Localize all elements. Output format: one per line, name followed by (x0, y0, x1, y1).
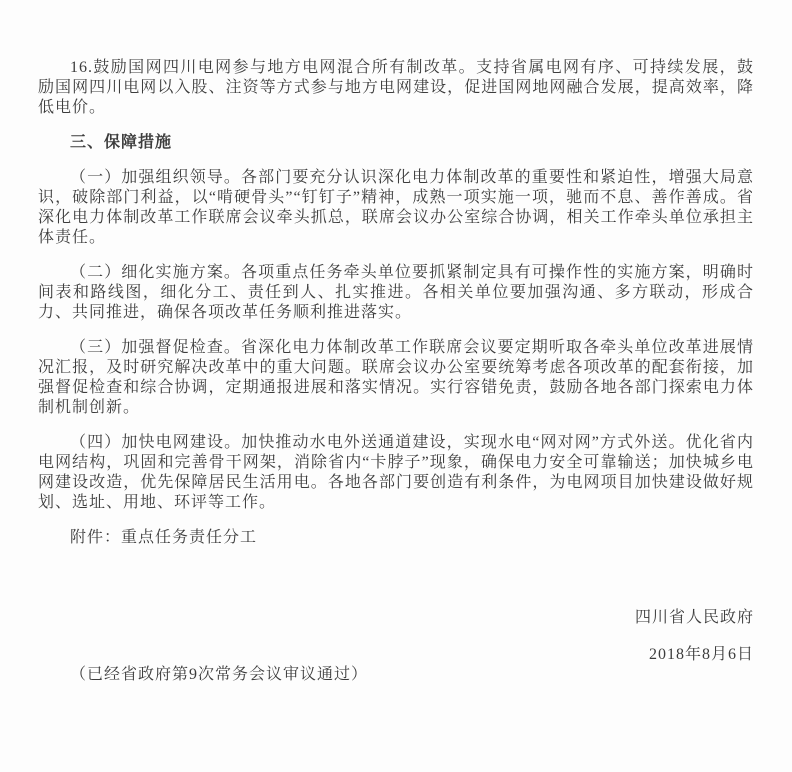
issue-date: 2018年8月6日 (648, 646, 754, 663)
measure-paragraph-2: （二）细化实施方案。各项重点任务牵头单位要抓紧制定具有可操作性的实施方案，明确时间表和路线图，细化分工、责任到人、扎实推进。各相关单位要加强沟通、多方联动，形成合力、共同推进，确保各项改革任务顺利推进落实。 (38, 264, 754, 321)
measure-paragraph-4: （四）加快电网建设。加快推动水电外送通道建设，实现水电“网对网”方式外送。优化省内电网结构，巩固和完善骨干网架，消除省内“卡脖子”现象，确保电力安全可靠输送；加快城乡电网建设改造，优先保障居民生活用电。各地各部门要创造有利条件，为电网项目加快建设做好规划、选址、用地、环评等工作。 (38, 434, 754, 511)
intro-paragraph: 16.鼓励国网四川电网参与地方电网混合所有制改革。支持省属电网有序、可持续发展，鼓励国网四川电网以入股、注资等方式参与地方电网建设，促进国网地网融合发展，提高效率，降低电价。 (38, 59, 754, 116)
attachment-line: 附件：重点任务责任分工 (70, 529, 258, 546)
approval-note: （已经省政府第9次常务会议审议通过） (70, 666, 369, 683)
measure-paragraph-1: （一）加强组织领导。各部门要充分认识深化电力体制改革的重要性和紧迫性，增强大局意识，破除部门利益，以“啃硬骨头”“钉钉子”精神，成熟一项实施一项，驰而不息、善作善成。省深化电力体制改革工作联席会议牵头抓总，联席会议办公室综合协调，相关工作牵头单位承担主体责任。 (38, 169, 754, 246)
section-heading: 三、保障措施 (70, 134, 173, 151)
measure-paragraph-3: （三）加强督促检查。省深化电力体制改革工作联席会议要定期听取各牵头单位改革进展情况汇报，及时研究解决改革中的重大问题。联席会议办公室要统筹考虑各项改革的配套衔接，加强督促检查和综合协调，定期通报进展和落实情况。实行容错免责，鼓励各地各部门探索电力体制机制创新。 (38, 339, 754, 416)
signature-block (38, 608, 754, 665)
issuer-signature: 四川省人民政府 (634, 609, 754, 626)
